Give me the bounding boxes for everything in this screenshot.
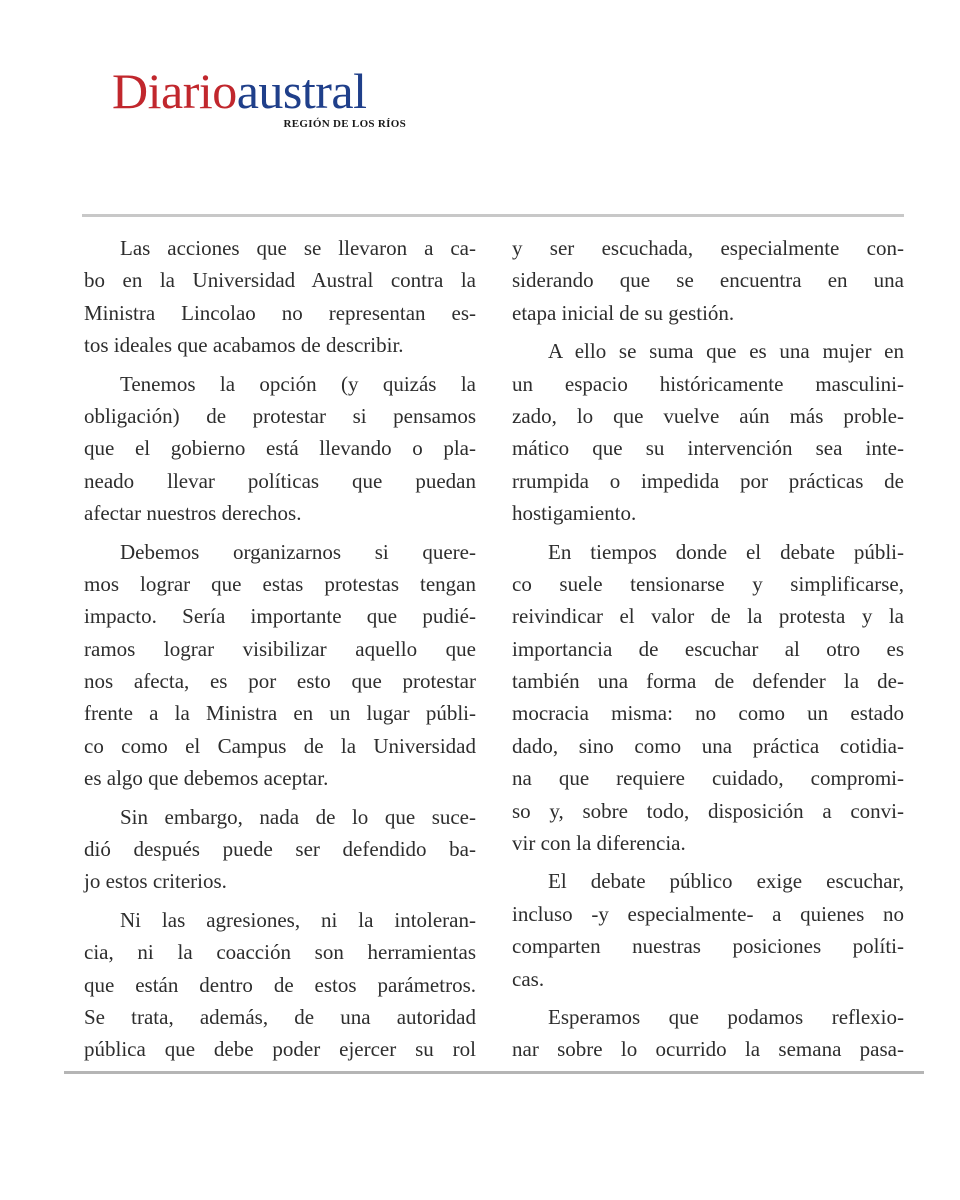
article-line: que el gobierno está llevando o pla- bbox=[84, 436, 476, 461]
article-line: Tenemos la opción (y quizás la bbox=[120, 371, 476, 396]
article-line: frente a la Ministra en un lugar públi- bbox=[84, 701, 476, 726]
article-line: que están dentro de estos parámetros. bbox=[84, 972, 476, 997]
article-line: mos lograr que estas protestas tengan bbox=[84, 571, 476, 596]
article-paragraph bbox=[84, 801, 476, 898]
article-line: ramos lograr visibilizar aquello que bbox=[84, 636, 476, 661]
article-line: neado llevar políticas que puedan bbox=[84, 468, 476, 493]
article-line: Sin embargo, nada de lo que suce- bbox=[120, 804, 476, 829]
article-line: mático que su intervención sea inte- bbox=[512, 436, 904, 461]
article-column-right bbox=[512, 232, 904, 1072]
article-column-left bbox=[84, 232, 476, 1072]
bottom-divider bbox=[64, 1071, 924, 1074]
masthead-logo bbox=[112, 62, 412, 142]
article-line: importancia de escuchar al otro es bbox=[512, 636, 904, 661]
article-line: Esperamos que podamos reflexio- bbox=[548, 1004, 904, 1029]
article-line: zado, lo que vuelve aún más proble- bbox=[512, 403, 904, 428]
article-paragraph bbox=[84, 904, 476, 1066]
article-line: pública que debe poder ejercer su rol bbox=[84, 1037, 476, 1062]
article-line: cas. bbox=[512, 966, 545, 991]
article-line: mocracia misma: no como un estado bbox=[512, 701, 904, 726]
article-line: Debemos organizarnos si quere- bbox=[120, 539, 476, 564]
article-line: un espacio históricamente masculini- bbox=[512, 371, 904, 396]
article-line: Ni las agresiones, ni la intoleran- bbox=[120, 907, 476, 932]
article-line: rrumpida o impedida por prácticas de bbox=[512, 468, 904, 493]
article-paragraph bbox=[84, 232, 476, 362]
article-line: afectar nuestros derechos. bbox=[84, 501, 302, 526]
article-line: Ministra Lincolao no representan es- bbox=[84, 300, 476, 325]
article-line: dado, sino como una práctica cotidia- bbox=[512, 733, 904, 758]
article-line: El debate público exige escuchar, bbox=[548, 869, 904, 894]
article-paragraph bbox=[84, 536, 476, 795]
article-paragraph bbox=[84, 368, 476, 530]
top-divider bbox=[82, 214, 904, 217]
article-line: etapa inicial de su gestión. bbox=[512, 300, 735, 325]
article-paragraph bbox=[512, 232, 904, 329]
logo-diario: Diario bbox=[112, 63, 237, 119]
logo-region: REGIÓN DE LOS RÍOS bbox=[283, 118, 406, 130]
logo-wordmark bbox=[112, 62, 367, 120]
article-line: nos afecta, es por esto que protestar bbox=[84, 669, 476, 694]
article-line: y ser escuchada, especialmente con- bbox=[512, 236, 904, 260]
article-line: nar sobre lo ocurrido la semana pasa- bbox=[512, 1037, 904, 1062]
article-line: co como el Campus de la Universidad bbox=[84, 733, 476, 758]
article-line: siderando que se encuentra en una bbox=[512, 268, 904, 293]
article-paragraph bbox=[512, 1001, 904, 1066]
article-line: Las acciones que se llevaron a ca- bbox=[120, 236, 476, 260]
article-line: bo en la Universidad Austral contra la bbox=[84, 268, 476, 293]
article-line: co suele tensionarse y simplificarse, bbox=[512, 571, 904, 596]
article-line: na que requiere cuidado, compromi- bbox=[512, 766, 904, 791]
article-line: dió después puede ser defendido ba- bbox=[84, 837, 476, 862]
article-paragraph bbox=[512, 536, 904, 860]
article-line: A ello se suma que es una mujer en bbox=[548, 339, 904, 364]
article-line: obligación) de protestar si pensamos bbox=[84, 403, 476, 428]
article-paragraph bbox=[512, 335, 904, 529]
article-line: impacto. Sería importante que pudié- bbox=[84, 604, 476, 629]
article-line: cia, ni la coacción son herramientas bbox=[84, 940, 476, 965]
article-line: jo estos criterios. bbox=[84, 869, 227, 894]
article-line: vir con la diferencia. bbox=[512, 831, 686, 856]
article-paragraph bbox=[512, 865, 904, 995]
article-line: hostigamiento. bbox=[512, 501, 637, 526]
article-line: incluso -y especialmente- a quienes no bbox=[512, 901, 904, 926]
article-line: es algo que debemos aceptar. bbox=[84, 766, 329, 791]
logo-austral: austral bbox=[236, 63, 367, 119]
article-line: tos ideales que acabamos de describir. bbox=[84, 333, 404, 358]
article-line: reivindicar el valor de la protesta y la bbox=[512, 604, 904, 629]
article-line: comparten nuestras posiciones políti- bbox=[512, 934, 904, 959]
article-line: Se trata, además, de una autoridad bbox=[84, 1004, 476, 1029]
article-line: En tiempos donde el debate públi- bbox=[548, 539, 904, 564]
article-line: también una forma de defender la de- bbox=[512, 669, 904, 694]
article-line: so y, sobre todo, disposición a convi- bbox=[512, 798, 904, 823]
